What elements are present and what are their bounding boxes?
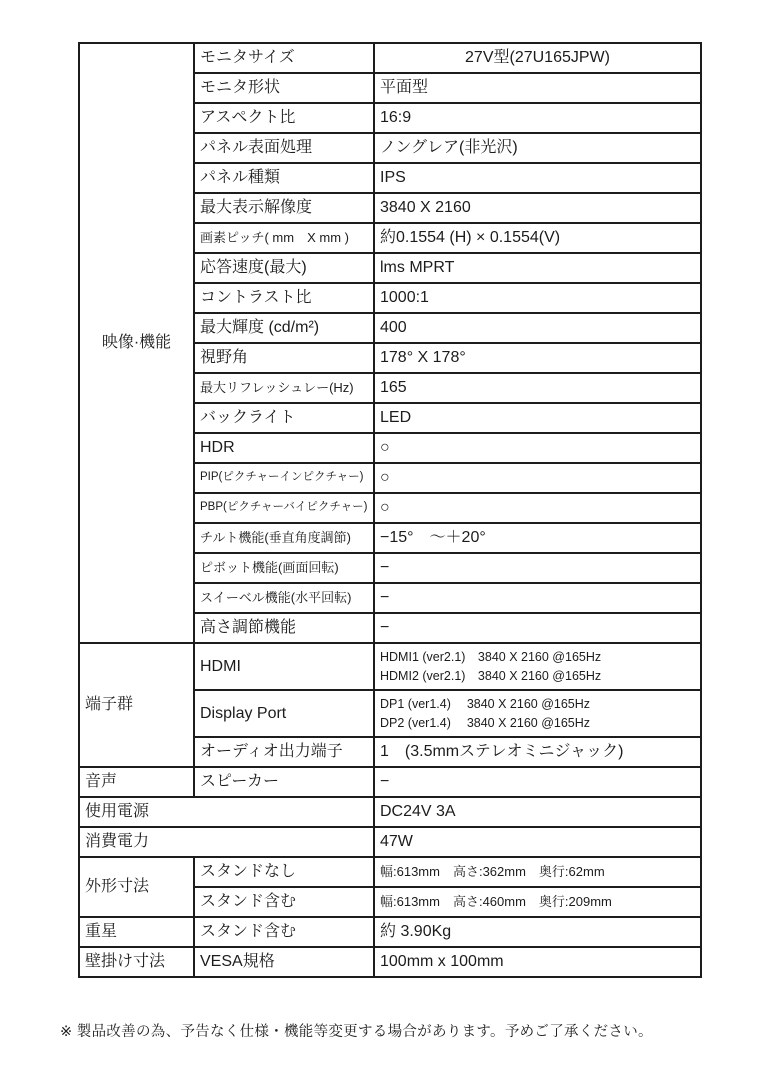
spec-label-audio-out: オーディオ出力端子 <box>194 737 374 767</box>
spec-value-pixel-pitch: 約0.1554 (H) × 0.1554(V) <box>374 223 701 253</box>
spec-value-aspect-ratio: 16:9 <box>374 103 701 133</box>
spec-value-pivot: − <box>374 553 701 583</box>
table-row <box>79 857 701 887</box>
category-cell-wall-mount: 壁掛け寸法 <box>79 947 194 977</box>
spec-label-monitor-size: モニタサイズ <box>194 43 374 73</box>
category-cell-audio: 音声 <box>79 767 194 797</box>
table-row <box>79 827 701 857</box>
spec-label-monitor-shape: モニタ形状 <box>194 73 374 103</box>
category-cell-weight: 重星 <box>79 917 194 947</box>
hdmi-line-1: HDMI1 (ver2.1) 3840 X 2160 @165Hz <box>380 649 602 664</box>
spec-value-panel-surface: ノングレア(非光沢) <box>374 133 701 163</box>
spec-label-pivot: ピボット機能(画面回転) <box>194 553 374 583</box>
spec-label-swivel: スイーベル機能(水平回転) <box>194 583 374 613</box>
spec-value-hdmi <box>374 643 701 690</box>
spec-value-panel-type: IPS <box>374 163 701 193</box>
spec-label-hdr: HDR <box>194 433 374 463</box>
spec-value-without-stand: 幅:613mm 高さ:362mm 奥行:62mm <box>374 857 701 887</box>
monitor-spec-table <box>78 42 702 978</box>
spec-label-with-stand: スタンド含む <box>194 887 374 917</box>
spec-label-panel-surface: パネル表面処理 <box>194 133 374 163</box>
table-row <box>79 797 701 827</box>
spec-value-hdr: ○ <box>374 433 701 463</box>
table-row <box>79 643 701 690</box>
spec-value-monitor-size: 27V型(27U165JPW) <box>374 43 701 73</box>
spec-label-panel-type: パネル種類 <box>194 163 374 193</box>
spec-label-hdmi: HDMI <box>194 643 374 690</box>
spec-label-power-consumption: 消費電力 <box>79 827 374 857</box>
spec-value-swivel: − <box>374 583 701 613</box>
spec-value-weight: 約 3.90Kg <box>374 917 701 947</box>
spec-value-backlight: LED <box>374 403 701 433</box>
disclaimer-footnote: ※ 製品改善の為、予告なく仕様・機能等変更する場合があります。予めご了承ください。 <box>60 1024 653 1040</box>
spec-label-max-resolution: 最大表示解像度 <box>194 193 374 223</box>
category-cell-dimensions: 外形寸法 <box>79 857 194 917</box>
spec-label-viewing-angle: 視野角 <box>194 343 374 373</box>
spec-value-viewing-angle: 178° X 178° <box>374 343 701 373</box>
dp-line-2: DP2 (ver1.4) 3840 X 2160 @165Hz <box>380 715 591 730</box>
spec-value-response-time: lms MPRT <box>374 253 701 283</box>
category-cell-video-function: 映像·機能 <box>79 43 194 643</box>
table-row <box>79 43 701 73</box>
spec-label-vesa: VESA規格 <box>194 947 374 977</box>
spec-value-vesa: 100mm x 100mm <box>374 947 701 977</box>
spec-label-tilt: チルト機能(垂直角度調節) <box>194 523 374 553</box>
spec-value-pbp: ○ <box>374 493 701 523</box>
spec-value-with-stand: 幅:613mm 高さ:460mm 奥行:209mm <box>374 887 701 917</box>
table-row <box>79 947 701 977</box>
table-row <box>79 767 701 797</box>
spec-value-max-resolution: 3840 X 2160 <box>374 193 701 223</box>
spec-value-max-brightness: 400 <box>374 313 701 343</box>
spec-label-weight-with-stand: スタンド含む <box>194 917 374 947</box>
spec-label-speaker: スピーカー <box>194 767 374 797</box>
spec-label-contrast-ratio: コントラスト比 <box>194 283 374 313</box>
spec-label-power-supply: 使用電源 <box>79 797 374 827</box>
table-row <box>79 917 701 947</box>
spec-value-tilt: −15° ～＋20° <box>374 523 701 553</box>
spec-label-pixel-pitch: 画素ピッチ( mm X mm ) <box>194 223 374 253</box>
category-cell-ports: 端子群 <box>79 643 194 767</box>
hdmi-line-2: HDMI2 (ver2.1) 3840 X 2160 @165Hz <box>380 668 602 683</box>
spec-label-height-adjust: 高さ調節機能 <box>194 613 374 643</box>
spec-label-displayport: Display Port <box>194 690 374 737</box>
spec-value-monitor-shape: 平面型 <box>374 73 701 103</box>
spec-label-backlight: バックライト <box>194 403 374 433</box>
spec-label-without-stand: スタンドなし <box>194 857 374 887</box>
spec-value-pip: ○ <box>374 463 701 493</box>
spec-value-power-supply: DC24V 3A <box>374 797 701 827</box>
spec-value-displayport <box>374 690 701 737</box>
spec-label-pbp: PBP(ピクチャーバイピクチャー) <box>194 493 374 523</box>
spec-label-response-time: 応答速度(最大) <box>194 253 374 283</box>
spec-value-speaker: − <box>374 767 701 797</box>
spec-value-contrast-ratio: 1000:1 <box>374 283 701 313</box>
spec-value-audio-out: 1 (3.5mmステレオミニジャック) <box>374 737 701 767</box>
dp-line-1: DP1 (ver1.4) 3840 X 2160 @165Hz <box>380 696 591 711</box>
spec-value-height-adjust: − <box>374 613 701 643</box>
spec-label-max-brightness: 最大輝度 (cd/m²) <box>194 313 374 343</box>
spec-label-aspect-ratio: アスペクト比 <box>194 103 374 133</box>
spec-value-power-consumption: 47W <box>374 827 701 857</box>
spec-label-max-refresh-rate: 最大リフレッシュレー(Hz) <box>194 373 374 403</box>
spec-value-max-refresh-rate: 165 <box>374 373 701 403</box>
spec-label-pip: PIP(ピクチャーインピクチャー) <box>194 463 374 493</box>
